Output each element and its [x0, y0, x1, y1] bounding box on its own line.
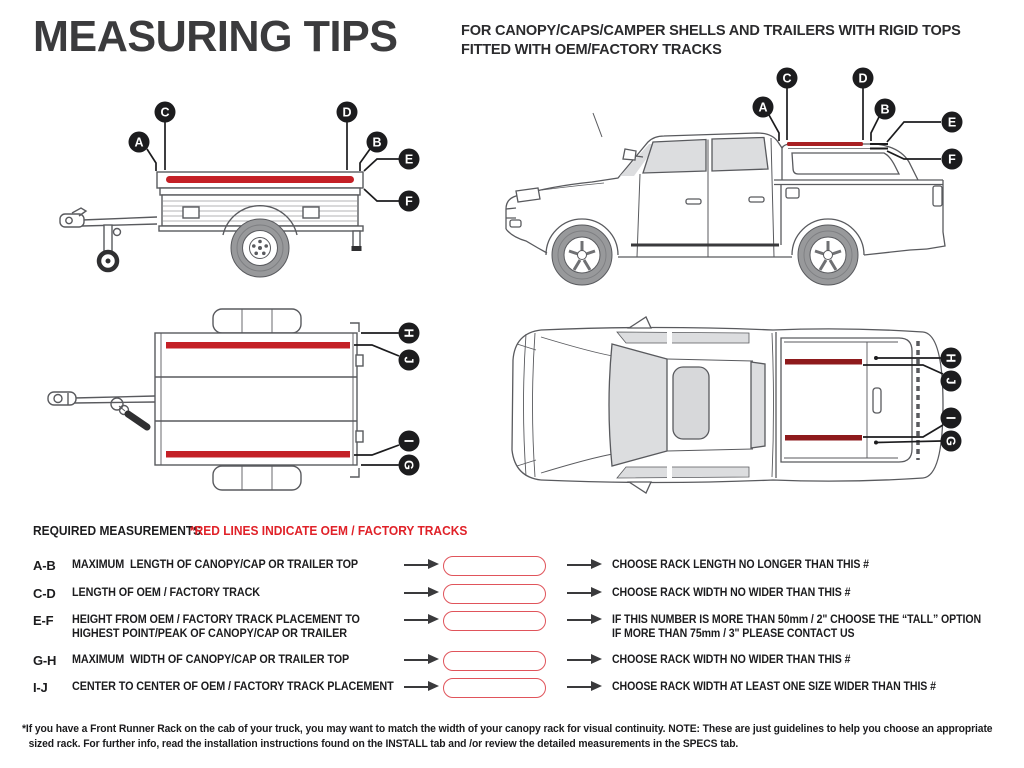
trailer-wheel: [231, 219, 289, 277]
measurement-result: IF THIS NUMBER IS MORE THAN 50mm / 2" CHOOSE THE “TALL” OPTION IF MORE THAN 75mm / 3" PLEASE CONTACT US: [612, 612, 981, 640]
front-wheel: [552, 225, 612, 285]
required-measurements-label: REQUIRED MEASUREMENTS: [33, 523, 202, 538]
svg-text:C: C: [782, 71, 792, 86]
marker-e: [399, 149, 420, 170]
trailer-side-view-diagram: [20, 85, 430, 295]
marker-i: [941, 408, 962, 429]
marker-e: [942, 112, 963, 133]
svg-text:A: A: [134, 135, 144, 150]
arrow-right-icon: [567, 686, 592, 689]
measurement-key: E-F: [33, 613, 54, 628]
svg-text:D: D: [858, 71, 868, 86]
oem-track-line: [166, 451, 350, 458]
subtitle-line-1: FOR CANOPY/CAPS/CAMPER SHELLS AND TRAILERS WITH RIGID TOPS: [461, 22, 961, 39]
marker-i: [399, 431, 420, 452]
marker-d: [337, 102, 358, 123]
measurement-fill-in-box: [443, 678, 546, 698]
measurement-row-ij: [33, 680, 1018, 714]
footnote: *If you have a Front Runner Rack on the cab of your truck, you may want to match the width of your canopy rack for visual continuity. NOTE: These are just guidelines to help you choose an appropriate sized rack. For further info, read the installation instructions found on the INSTALL tab and /or review the detailed measurements in the SPECS tab.: [22, 723, 993, 750]
svg-text:G: G: [943, 436, 958, 446]
marker-j: [941, 371, 962, 392]
trailer-top-drawing: [48, 309, 363, 490]
oem-track-line: [787, 142, 863, 146]
svg-text:I: I: [943, 416, 958, 420]
marker-b: [875, 99, 896, 120]
marker-g: [941, 431, 962, 452]
rear-wheel: [798, 225, 858, 285]
measurement-fill-in-box: [443, 584, 546, 604]
marker-c: [155, 102, 176, 123]
marker-a: [753, 97, 774, 118]
measurement-key: A-B: [33, 558, 56, 573]
leader-lines: [354, 333, 399, 465]
svg-text:H: H: [401, 328, 416, 338]
svg-text:D: D: [342, 105, 352, 120]
measurement-description: LENGTH OF OEM / FACTORY TRACK: [72, 585, 261, 599]
measurement-key: G-H: [33, 653, 57, 668]
measurement-result: CHOOSE RACK WIDTH NO WIDER THAN THIS #: [612, 585, 851, 599]
arrow-right-icon: [404, 659, 429, 662]
measurement-description: HEIGHT FROM OEM / FACTORY TRACK PLACEMENT TO HIGHEST POINT/PEAK OF CANOPY/CAP OR TRAILER: [72, 612, 360, 640]
oem-track-line: [166, 342, 350, 349]
svg-text:B: B: [880, 102, 890, 117]
measurement-fill-in-box: [443, 556, 546, 576]
measurement-key: C-D: [33, 586, 56, 601]
oem-track-line: [785, 359, 862, 365]
svg-text:E: E: [404, 152, 414, 167]
measurement-key: I-J: [33, 680, 48, 695]
measurement-row-ef: [33, 613, 1018, 647]
svg-text:C: C: [160, 105, 170, 120]
arrow-right-icon: [567, 564, 592, 567]
arrow-right-icon: [567, 659, 592, 662]
marker-h: [941, 348, 962, 369]
measurement-description: MAXIMUM WIDTH OF CANOPY/CAP OR TRAILER TOP: [72, 652, 350, 666]
svg-text:G: G: [401, 460, 416, 470]
marker-f: [942, 149, 963, 170]
marker-h: [399, 323, 420, 344]
page-subtitle: [461, 21, 961, 59]
svg-text:H: H: [943, 353, 958, 363]
trailer-drawing: [60, 172, 363, 251]
measurement-description: MAXIMUM LENGTH OF CANOPY/CAP OR TRAILER TOP: [72, 557, 359, 571]
marker-d: [853, 68, 874, 89]
svg-text:E: E: [947, 115, 957, 130]
measurement-fill-in-box: [443, 651, 546, 671]
marker-g: [399, 455, 420, 476]
arrow-right-icon: [567, 592, 592, 595]
measurement-description: CENTER TO CENTER OF OEM / FACTORY TRACK PLACEMENT: [72, 679, 394, 693]
marker-c: [777, 68, 798, 89]
marker-a: [129, 132, 150, 153]
svg-text:J: J: [401, 356, 416, 364]
marker-b: [367, 132, 388, 153]
arrow-right-icon: [567, 619, 592, 622]
svg-text:F: F: [948, 152, 956, 167]
svg-text:I: I: [401, 439, 416, 443]
arrow-right-icon: [404, 619, 429, 622]
measurement-result: CHOOSE RACK WIDTH NO WIDER THAN THIS #: [612, 652, 851, 666]
svg-text:F: F: [405, 194, 413, 209]
page-title: MEASURING TIPS: [33, 12, 398, 61]
arrow-right-icon: [404, 564, 429, 567]
marker-f: [399, 191, 420, 212]
svg-text:B: B: [372, 135, 382, 150]
svg-text:A: A: [758, 100, 768, 115]
measurement-result: CHOOSE RACK WIDTH AT LEAST ONE SIZE WIDER THAN THIS #: [612, 679, 936, 693]
truck-top-view-diagram: [495, 300, 1015, 510]
red-lines-note: *RED LINES INDICATE OEM / FACTORY TRACKS: [190, 523, 468, 538]
subtitle-line-2: FITTED WITH OEM/FACTORY TRACKS: [461, 41, 722, 58]
jockey-wheel: [99, 252, 117, 270]
svg-text:J: J: [943, 377, 958, 385]
arrow-right-icon: [404, 686, 429, 689]
oem-track-line: [166, 176, 354, 183]
measurement-fill-in-box: [443, 611, 546, 631]
arrow-right-icon: [404, 592, 429, 595]
oem-track-line: [785, 435, 862, 441]
measurement-result: CHOOSE RACK LENGTH NO LONGER THAN THIS #: [612, 557, 869, 571]
truck-side-view-diagram: [490, 60, 1010, 305]
trailer-top-view-diagram: [20, 300, 440, 500]
marker-j: [399, 350, 420, 371]
